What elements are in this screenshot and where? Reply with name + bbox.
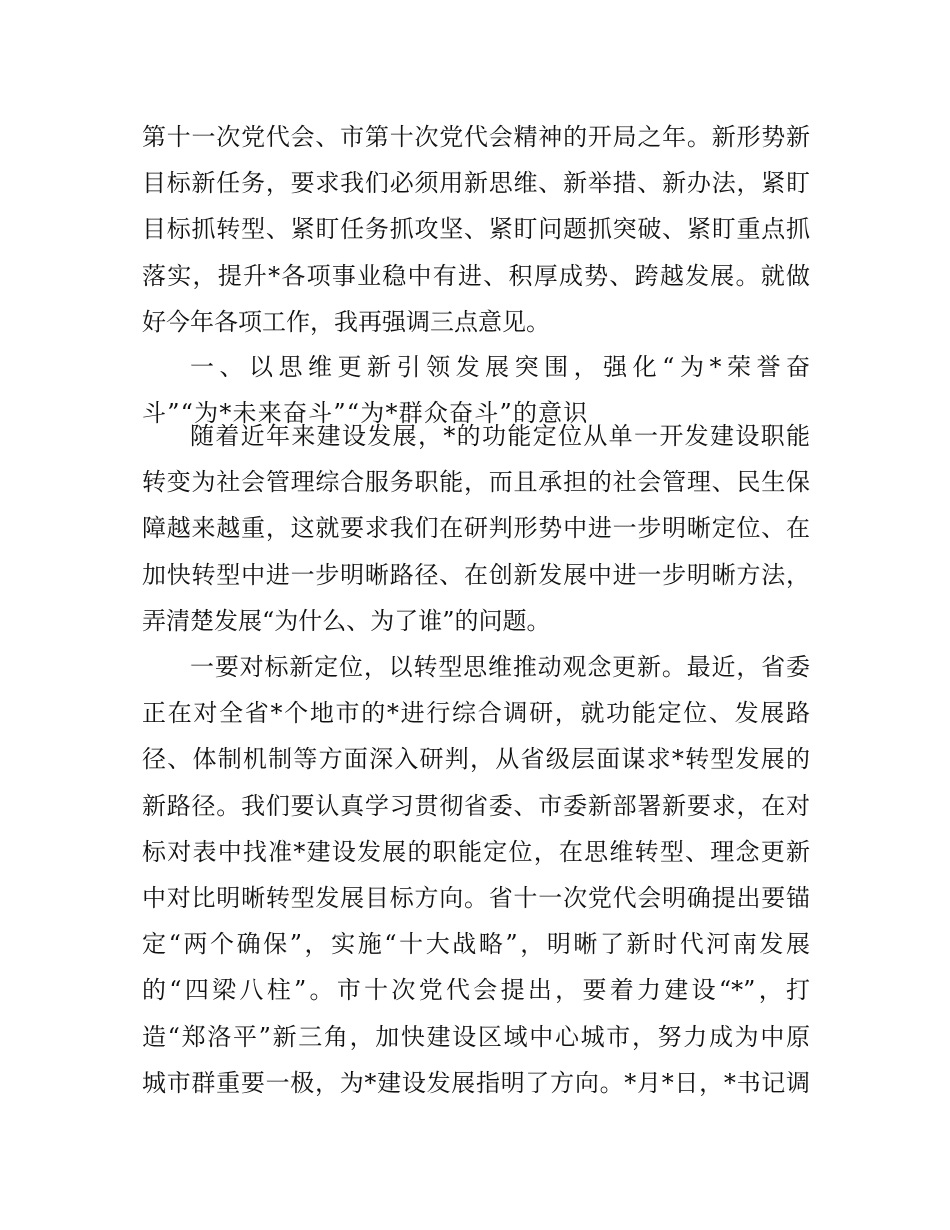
- paragraph-line: 目标新任务，要求我们必须用新思维、新举措、新办法，紧盯: [142, 169, 810, 198]
- paragraph-line: 定“两个确保”，实施“十大战略”，明晰了新时代河南发展: [142, 930, 810, 959]
- paragraph-line: 加快转型中进一步明晰路径、在创新发展中进一步明晰方法，: [142, 560, 810, 589]
- paragraph-line: 径、体制机制等方面深入研判，从省级层面谋求*转型发展的: [142, 745, 810, 774]
- paragraph-line: 随着近年来建设发展，*的功能定位从单一开发建设职能: [190, 422, 810, 450]
- paragraph-line: 弄清楚发展“为什么、为了谁”的问题。: [142, 606, 551, 635]
- paragraph-line: 造“郑洛平”新三角，加快建设区域中心城市，努力成为中原: [142, 1022, 810, 1051]
- paragraph-line: 新路径。我们要认真学习贯彻省委、市委新部署新要求，在对: [142, 791, 810, 820]
- paragraph-line: 转变为社会管理综合服务职能，而且承担的社会管理、民生保: [142, 468, 810, 497]
- paragraph-1: [142, 114, 810, 345]
- heading-line: 一、以思维更新引领发展突围，强化“为*荣誉奋: [190, 353, 810, 381]
- paragraph-line: 正在对全省*个地市的*进行综合调研，就功能定位、发展路: [142, 699, 810, 728]
- paragraph-line: 好今年各项工作，我再强调三点意见。: [142, 307, 550, 336]
- paragraph-line: 障越来越重，这就要求我们在研判形势中进一步明晰定位、在: [142, 514, 810, 543]
- paragraph-line: 一要对标新定位，以转型思维推动观念更新。最近，省委: [190, 653, 810, 681]
- paragraph-4: [142, 644, 810, 1106]
- paragraph-line: 目标抓转型、紧盯任务抓攻坚、紧盯问题抓突破、紧盯重点抓: [142, 215, 810, 244]
- heading-line: 斗”“为*未来奋斗”“为*群众奋斗”的意识: [142, 399, 589, 428]
- paragraph-line: 城市群重要一极，为*建设发展指明了方向。*月*日，*书记调: [142, 1068, 810, 1097]
- paragraph-line: 标对表中找准*建设发展的职能定位，在思维转型、理念更新: [142, 837, 810, 866]
- paragraph-line: 中对比明晰转型发展目标方向。省十一次党代会明确提出要锚: [142, 883, 810, 912]
- paragraph-3: [142, 413, 810, 644]
- paragraph-line: 第十一次党代会、市第十次党代会精神的开局之年。新形势新: [142, 123, 810, 151]
- paragraph-line: 的“四梁八柱”。市十次党代会提出，要着力建设“*”，打: [142, 976, 810, 1005]
- paragraph-line: 落实，提升*各项事业稳中有进、积厚成势、跨越发展。就做: [142, 261, 810, 290]
